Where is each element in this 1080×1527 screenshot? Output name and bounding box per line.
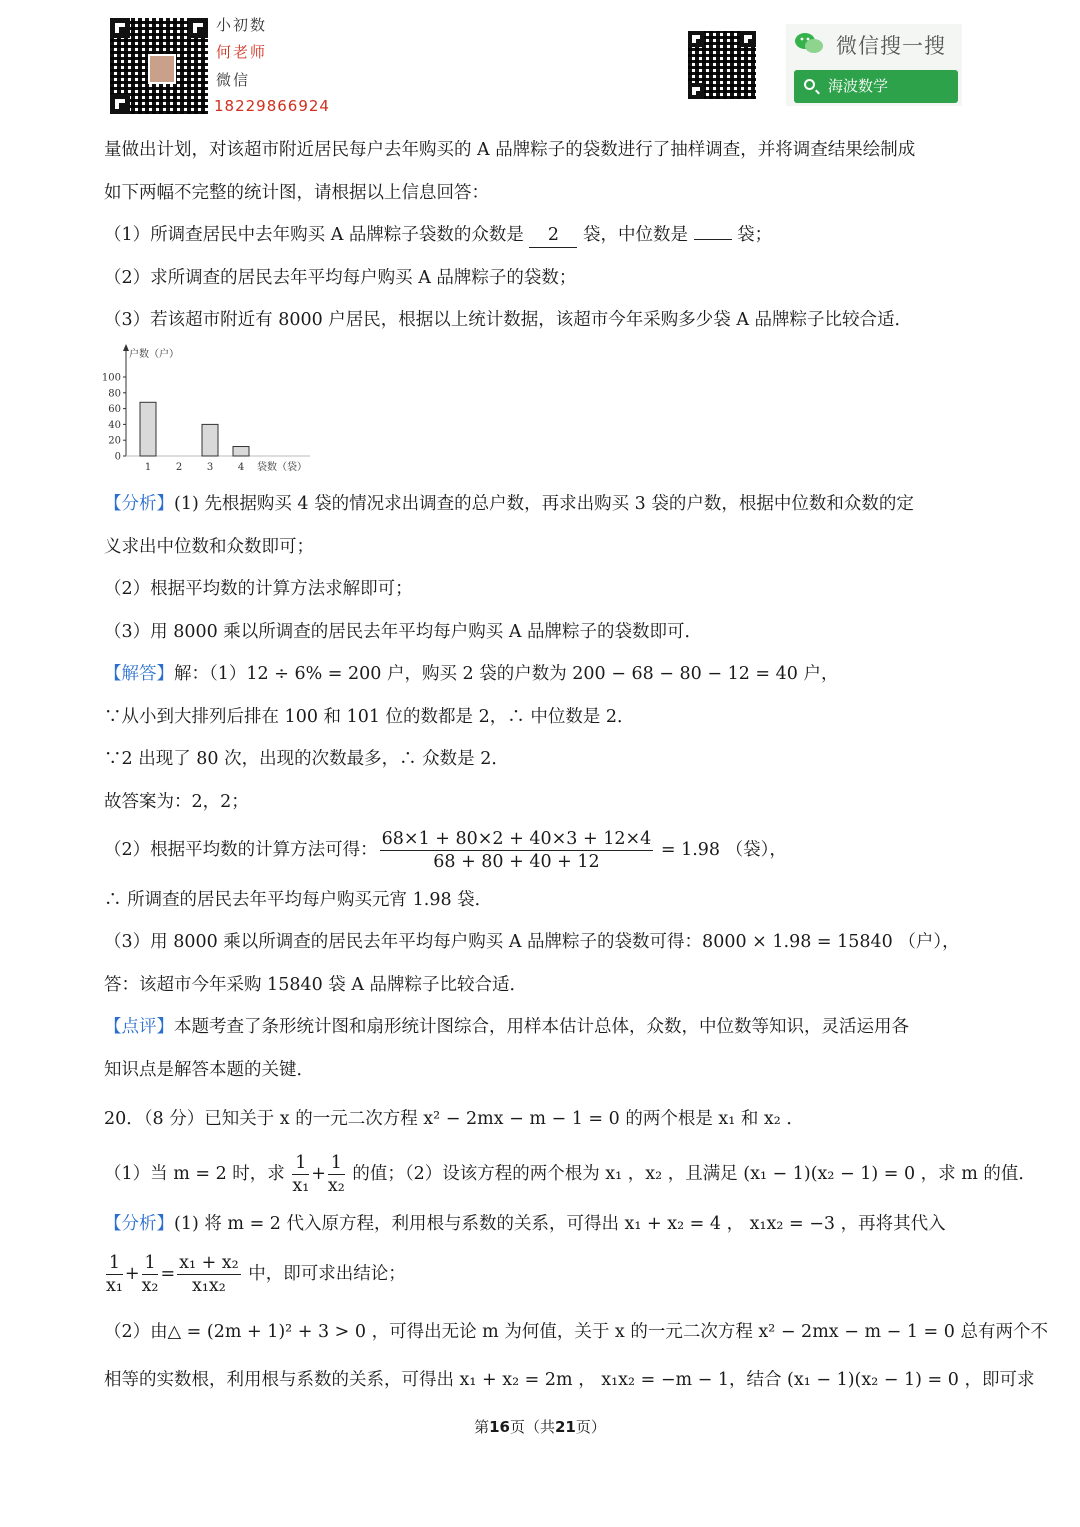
bar-chart xyxy=(100,342,320,476)
wechat-search-button[interactable] xyxy=(794,70,958,103)
q20-analysis-line-2: $\frac{1}{\text{x₁}}$ + $\frac{1}{\text{x₂}}$ = $\frac{\text{x₁ + x₂}}{\text{x₁x₂}}$ 中，即可求出结论； xyxy=(106,1253,406,1296)
q20-line-2: （1）当 m = 2 时，求 $\frac{1}{\text{x₁}}$ + $\frac{1}{\text{x₂}}$ 的值；（2）设该方程的两个根为 x₁ ，x₂ ，且满足 (x₁ − 1)(x₂ − 1) = 0 ，求 m 的值． xyxy=(104,1153,1036,1196)
text-line: 量做出计划，对该超市附近居民每户去年购买的 A 品牌粽子的袋数进行了抽样调查，并将调查结果绘制成 xyxy=(104,140,916,160)
fraction-denominator: 68 + 80 + 40 + 12 xyxy=(433,852,600,872)
fraction-numerator: 1 xyxy=(328,1152,345,1175)
x-axis-label: 袋数（袋） xyxy=(257,462,307,473)
question-2: （2）求所调查的居民去年平均每户购买 A 品牌粽子的袋数； xyxy=(104,268,577,288)
answer-line-1 xyxy=(104,662,838,686)
answer-line-3: ∵2 出现了 80 次，出现的次数最多，∴ 众数是 2． xyxy=(104,749,509,769)
bar xyxy=(140,402,156,456)
question-3: （3）若该超市附近有 8000 户居民，根据以上统计数据，该超市今年采购多少袋 A 品牌粽子比较合适． xyxy=(104,310,913,330)
fraction-denominator: x₁x₂ xyxy=(192,1276,226,1296)
contact-line-1: 小初数 xyxy=(216,16,268,34)
answer-text: 解：（1）12 ÷ 6% = 200 户，购买 2 袋的户数为 200 − 68 − 80 − 12 = 40 户， xyxy=(174,664,839,684)
contact-phone: 18229866924 xyxy=(214,97,330,115)
q1-pre: （1）所调查居民中去年购买 A 品牌粽子袋数的众数是 xyxy=(104,225,530,245)
fraction xyxy=(292,1152,309,1197)
q1-answer-blank: 2 xyxy=(529,223,577,248)
y-tick-label: 100 xyxy=(101,372,121,384)
y-tick-label: 60 xyxy=(108,404,121,416)
footer-post: 页） xyxy=(575,1418,606,1436)
wechat-search-title: 微信搜一搜 xyxy=(836,34,946,58)
x-tick-label: 4 xyxy=(237,462,245,473)
q1-post: 袋； xyxy=(731,225,773,245)
wechat-search-label: 海波数学 xyxy=(828,77,889,95)
text-line: 如下两幅不完整的统计图，请根据以上信息回答： xyxy=(104,183,489,203)
contact-line-3: 微信 xyxy=(216,71,251,89)
fraction-denominator: x₁ xyxy=(106,1276,123,1296)
qr-code-left xyxy=(110,18,208,114)
answer-line-7: （3）用 8000 乘以所调查的居民去年平均每户购买 A 品牌粽子的袋数可得：8000 × 1.98 = 15840 （户）， xyxy=(104,932,960,952)
analysis-text: (1) 先根据购买 4 袋的情况求出调查的总户数，再求出购买 3 袋的户数，根据中位数和众数的定 xyxy=(174,494,914,514)
analysis-line-4: （3）用 8000 乘以所调查的居民去年平均每户购买 A 品牌粽子的袋数即可． xyxy=(104,622,703,642)
mean-fraction xyxy=(380,828,654,873)
q1-empty-blank xyxy=(694,239,732,240)
page-footer xyxy=(0,1416,1080,1437)
comment-line-1 xyxy=(104,1015,909,1039)
y-tick-label: 20 xyxy=(108,435,121,447)
analysis-tag: 【分析】 xyxy=(104,494,174,514)
q1-mid: 袋，中位数是 xyxy=(577,225,694,245)
fraction-denominator: x₂ xyxy=(327,1176,345,1196)
answer-tag: 【解答】 xyxy=(104,664,174,684)
fraction xyxy=(177,1252,241,1297)
fraction-numerator: 1 xyxy=(292,1152,309,1175)
footer-mid: 页（共 xyxy=(509,1418,555,1436)
x-tick-label: 2 xyxy=(175,462,183,473)
comment-tag: 【点评】 xyxy=(104,1017,174,1037)
x-tick-label: 1 xyxy=(144,462,152,473)
q20-analysis-line-4: 相等的实数根，利用根与系数的关系，可得出 x₁ + x₂ = 2m ， x₁x₂ = −m − 1，结合 (x₁ − 1)(x₂ − 1) = 0 ，即可求 xyxy=(104,1370,1035,1390)
search-icon xyxy=(804,79,815,90)
qr-code-right xyxy=(688,31,756,99)
fraction-numerator: 1 xyxy=(106,1252,123,1275)
y-axis-label: 户数（户） xyxy=(129,349,179,360)
answer-line-4: 故答案为：2，2； xyxy=(104,792,249,812)
analysis-tag: 【分析】 xyxy=(104,1214,174,1234)
q20-l2-pre: （1）当 m = 2 时，求 xyxy=(104,1164,291,1184)
fraction-numerator: x₁ + x₂ xyxy=(179,1253,239,1273)
y-tick-label: 40 xyxy=(108,419,121,431)
fraction xyxy=(106,1252,123,1297)
contact-line-2: 何老师 xyxy=(216,43,268,61)
x-tick-label: 3 xyxy=(206,462,214,473)
fraction-numerator: 1 xyxy=(142,1252,159,1275)
q20-an-l2-post: 中，即可求出结论； xyxy=(242,1264,406,1284)
q20-l2-post: 的值；（2）设该方程的两个根为 x₁ ，x₂ ，且满足 (x₁ − 1)(x₂ − 1) = 0 ，求 m 的值． xyxy=(346,1164,1036,1184)
page-total: 21 xyxy=(555,1418,576,1436)
y-tick-label: 80 xyxy=(108,388,121,400)
fraction-denominator: x₁ xyxy=(292,1176,310,1196)
answer-line-2: ∵从小到大排列后排在 100 和 101 位的数都是 2，∴ 中位数是 2． xyxy=(104,707,635,727)
avatar xyxy=(148,54,176,84)
fraction-denominator: x₂ xyxy=(141,1276,159,1296)
answer-l5-pre: （2）根据平均数的计算方法可得： xyxy=(104,840,378,860)
bar xyxy=(233,447,249,456)
question-1 xyxy=(104,223,772,248)
answer-line-6: ∴ 所调查的居民去年平均每户购买元宵 1.98 袋． xyxy=(104,890,493,910)
footer-pre: 第 xyxy=(474,1418,490,1436)
answer-line-8: 答：该超市今年采购 15840 袋 A 品牌粽子比较合适． xyxy=(104,975,528,995)
analysis-line-3: （2）根据平均数的计算方法求解即可； xyxy=(104,579,413,599)
comment-text: 本题考查了条形统计图和扇形统计图综合，用样本估计总体，众数，中位数等知识，灵活运用各 xyxy=(174,1017,909,1037)
wechat-icon xyxy=(794,31,824,55)
bar xyxy=(202,424,218,456)
q20-analysis-line-3: （2）由△ = (2m + 1)² + 3 > 0 ，可得出无论 m 为何值，关于 x 的一元二次方程 x² − 2mx − m − 1 = 0 总有两个不 xyxy=(104,1322,1048,1342)
page-number: 16 xyxy=(489,1418,510,1436)
q20-line-1: 20．（8 分）已知关于 x 的一元二次方程 x² − 2mx − m − 1 = 0 的两个根是 x₁ 和 x₂ ． xyxy=(104,1109,804,1129)
analysis-line-1 xyxy=(104,492,914,516)
analysis-text: (1) 将 m = 2 代入原方程，利用根与系数的关系，可得出 x₁ + x₂ = 4 ， x₁x₂ = −3 ，再将其代入 xyxy=(174,1214,946,1234)
q20-analysis-line-1 xyxy=(104,1212,946,1236)
analysis-line-2: 义求出中位数和众数即可； xyxy=(104,537,314,557)
comment-line-2: 知识点是解答本题的关键． xyxy=(104,1060,314,1080)
answer-line-5 xyxy=(104,826,787,874)
fraction-numerator: 68×1 + 80×2 + 40×3 + 12×4 xyxy=(381,829,652,849)
fraction xyxy=(142,1252,159,1297)
fraction xyxy=(328,1152,345,1197)
y-tick-label: 0 xyxy=(114,451,121,463)
answer-l5-post: = 1.98 （袋）， xyxy=(655,840,787,860)
